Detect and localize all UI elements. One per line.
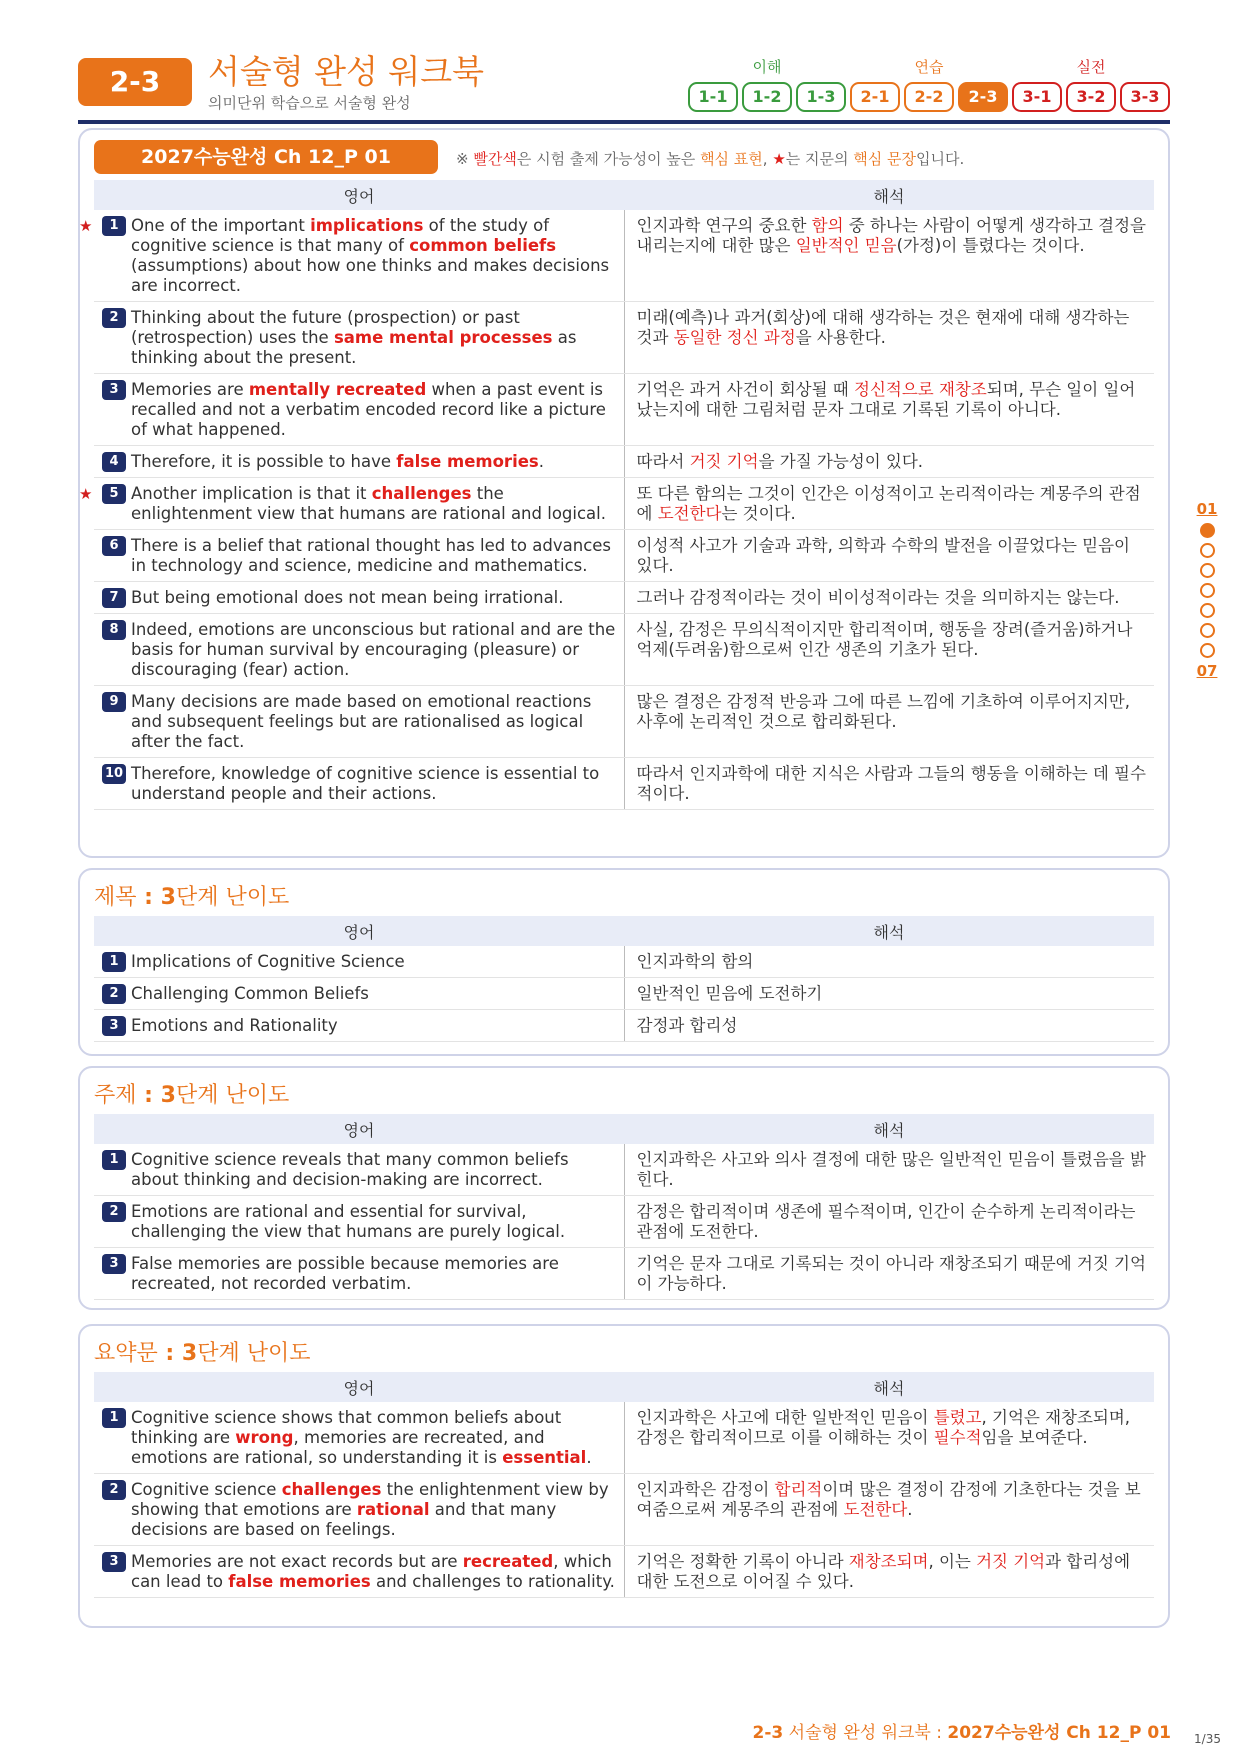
text-segment: 임을 보여준다.: [981, 1428, 1088, 1447]
sentence-row: [94, 758, 1154, 810]
text-segment: when a past event is recalled and not a verbatim encoded record like a picture of what happened.: [131, 380, 606, 439]
text-segment: Many decisions are made based on emotional reactions and subsequent feelings but are rationalised as logical after the fact.: [131, 692, 592, 751]
text-segment: .: [538, 452, 544, 471]
english-cell: [94, 1474, 624, 1546]
text-segment: 과 합리성에 대한 도전으로 이어질 수 있다.: [636, 1552, 1131, 1591]
section-title: 제목 : 3단계 난이도: [94, 885, 290, 910]
key-expression: 합리적: [774, 1480, 823, 1499]
text-segment: Cognitive science shows that common beliefs about thinking are: [131, 1408, 562, 1447]
step-group-understand: [688, 58, 846, 112]
key-expression: 일반적인 믿음: [795, 236, 897, 255]
text-segment: 일반적인 믿음에 도전하기: [636, 984, 823, 1003]
text-segment: False memories are possible because memories are recreated, not recorded verbatim.: [131, 1254, 559, 1293]
step-2-1[interactable]: 2-1: [850, 82, 900, 112]
korean-cell: [624, 1248, 1154, 1300]
text-segment: , which can lead to: [131, 1552, 612, 1591]
korean-cell: [624, 302, 1154, 374]
text-segment: 인지과학은 감정이: [636, 1480, 775, 1499]
sentence-row: [94, 1248, 1154, 1300]
page-dot-icon[interactable]: [1200, 543, 1215, 558]
key-expression: implications: [310, 216, 424, 235]
sentence-number-badge: 1: [102, 1150, 126, 1170]
sentence-number-badge: 2: [102, 984, 126, 1004]
text-segment: 중 하나는 사람이 어떻게 생각하고 결정을 내리는지에 대한 많은: [636, 216, 1146, 255]
sentence-row: [94, 614, 1154, 686]
page-subtitle: 의미단위 학습으로 서술형 완성: [208, 94, 411, 112]
key-expression: 틀렸고: [933, 1408, 982, 1427]
korean-cell: [624, 1474, 1154, 1546]
page-dot-icon[interactable]: [1200, 563, 1215, 578]
col-english-header: 영어: [94, 1114, 624, 1144]
text-segment: 인지과학 연구의 중요한: [636, 216, 812, 235]
page-dot-icon[interactable]: [1200, 603, 1215, 618]
english-cell: [94, 582, 624, 614]
text-segment: .: [907, 1500, 913, 1519]
key-expression: essential: [502, 1448, 587, 1467]
text-segment: 기억은 과거 사건이 회상될 때: [636, 380, 854, 399]
text-segment: and that many decisions are based on feelings.: [131, 1500, 557, 1539]
sentence-row: [94, 1474, 1154, 1546]
text-segment: 을 사용한다.: [795, 328, 886, 347]
english-cell: [79, 210, 624, 302]
sentence-row: [94, 446, 1154, 478]
korean-cell: [624, 1546, 1154, 1598]
sentence-number-badge: 2: [102, 1480, 126, 1500]
key-expression: 재창조되며: [848, 1552, 929, 1571]
lesson-badge: 2-3: [78, 58, 192, 106]
text-segment: Therefore, knowledge of cognitive science is essential to understand people and their actions.: [131, 764, 600, 803]
english-cell: [94, 1546, 624, 1598]
english-cell: [94, 530, 624, 582]
sentence-row: [94, 978, 1154, 1010]
text-segment: Cognitive science reveals that many common beliefs about thinking and decision-making are incorrect.: [131, 1150, 569, 1189]
step-group-actual: [1012, 58, 1170, 112]
chapter-badge: 2027수능완성 Ch 12_P 01: [94, 140, 438, 174]
english-cell: [94, 614, 624, 686]
text-segment: Challenging Common Beliefs: [131, 984, 369, 1003]
key-expression: false memories: [228, 1572, 371, 1591]
sentence-number-badge: 1: [102, 1408, 126, 1428]
step-1-3[interactable]: 1-3: [796, 82, 846, 112]
text-segment: 이성적 사고가 기술과 과학, 의학과 수학의 발전을 이끌었다는 믿음이 있다.: [636, 536, 1130, 575]
text-segment: the enlightenment view by showing that emotions are: [131, 1480, 609, 1519]
english-cell: [79, 478, 624, 530]
sentence-row: [94, 946, 1154, 978]
key-expression: 거짓 기억: [976, 1552, 1046, 1571]
sentence-number-badge: 6: [102, 536, 126, 556]
sentence-table: [79, 180, 1154, 810]
korean-cell: [624, 1144, 1154, 1196]
step-3-2[interactable]: 3-2: [1066, 82, 1116, 112]
text-segment: , 이는: [928, 1552, 977, 1571]
side-nav: [1194, 500, 1220, 700]
sentence-row: [94, 686, 1154, 758]
english-cell: [94, 1010, 624, 1042]
key-expression: mentally recreated: [248, 380, 427, 399]
sentence-row: [94, 1402, 1154, 1474]
sentence-row: [94, 302, 1154, 374]
col-korean-header: 해석: [624, 180, 1154, 210]
step-group-practice: [850, 58, 1008, 112]
key-expression: 도전한다: [657, 504, 722, 523]
text-segment: 인지과학은 사고에 대한 일반적인 믿음이: [636, 1408, 934, 1427]
korean-cell: [624, 614, 1154, 686]
key-expression: wrong: [235, 1428, 294, 1447]
text-segment: 그러나 감정적이라는 것이 비이성적이라는 것을 의미하지는 않는다.: [636, 588, 1120, 607]
korean-cell: [624, 582, 1154, 614]
text-segment: 는 것이다.: [721, 504, 796, 523]
english-cell: [94, 374, 624, 446]
footer: 2-3 서술형 완성 워크북 : 2027수능완성 Ch 12_P 01: [752, 1723, 1171, 1743]
text-segment: Therefore, it is possible to have: [131, 452, 397, 471]
page-header: [78, 52, 1170, 122]
english-cell: [94, 758, 624, 810]
sentence-number-badge: 1: [102, 952, 126, 972]
text-segment: .: [586, 1448, 592, 1467]
key-expression: same mental processes: [333, 328, 553, 347]
text-segment: as thinking about the present.: [131, 328, 577, 367]
text-segment: the enlightenment view that humans are rational and logical.: [131, 484, 606, 523]
text-segment: Emotions and Rationality: [131, 1016, 338, 1035]
text-segment: 감정과 합리성: [636, 1016, 738, 1035]
page-title: 서술형 완성 워크북: [208, 52, 485, 91]
text-segment: Implications of Cognitive Science: [131, 952, 405, 971]
sentence-row: [94, 1010, 1154, 1042]
title-section-box: [78, 868, 1170, 1056]
step-group-label: 이해: [752, 58, 782, 76]
side-nav-last[interactable]: 07: [1196, 662, 1218, 680]
sentence-number-badge: 10: [102, 764, 126, 784]
korean-cell: [624, 1196, 1154, 1248]
text-segment: 또 다른 함의는 그것이 인간은 이성적이고 논리적이라는 계몽주의 관점에: [636, 484, 1141, 523]
key-expression: rational: [356, 1500, 430, 1519]
sentence-number-badge: 8: [102, 620, 126, 640]
key-expression: challenges: [281, 1480, 382, 1499]
text-segment: 미래(예측)나 과거(회상)에 대해 생각하는 것은 현재에 대해 생각하는 것과: [636, 308, 1130, 347]
korean-cell: [624, 1402, 1154, 1474]
step-3-3[interactable]: 3-3: [1120, 82, 1170, 112]
page-number: 1/35: [1194, 1732, 1221, 1746]
text-segment: , 기억은 재창조되며, 감정은 합리적이므로 이를 이해하는 것이: [636, 1408, 1131, 1447]
col-english-header: 영어: [94, 180, 624, 210]
text-segment: 이며 많은 결정이 감정에 기초한다는 것을 보여줌으로써 계몽주의 관점에: [636, 1480, 1141, 1519]
page-dot-icon[interactable]: [1200, 583, 1215, 598]
korean-cell: [624, 686, 1154, 758]
step-group-label: 실전: [1076, 58, 1106, 76]
text-segment: Indeed, emotions are unconscious but rational and are the basis for human survival by encouraging (pleasure) or discouraging (fear) action.: [131, 620, 616, 679]
key-expression: false memories: [396, 452, 539, 471]
text-segment: But being emotional does not mean being irrational.: [131, 588, 564, 607]
sentence-number-badge: 4: [102, 452, 126, 472]
text-segment: 인지과학의 함의: [636, 952, 754, 971]
korean-cell: [624, 946, 1154, 978]
text-segment: (가정)이 틀렸다는 것이다.: [896, 236, 1085, 255]
korean-cell: [624, 1010, 1154, 1042]
text-segment: 되며, 무슨 일이 일어났는지에 대한 그림처럼 문자 그대로 기록된 기록이 아니다.: [636, 380, 1136, 419]
sentence-number-badge: 7: [102, 588, 126, 608]
sentence-row: [94, 374, 1154, 446]
key-expression: 동일한 정신 과정: [673, 328, 796, 347]
key-expression: 도전한다: [843, 1500, 908, 1519]
text-segment: 기억은 문자 그대로 기록되는 것이 아니라 재창조되기 때문에 거짓 기억이 가능하다.: [636, 1254, 1146, 1293]
text-segment: 을 가질 가능성이 있다.: [758, 452, 924, 471]
col-english-header: 영어: [94, 1372, 624, 1402]
text-segment: 따라서: [636, 452, 690, 471]
korean-cell: [624, 530, 1154, 582]
text-segment: One of the important: [131, 216, 311, 235]
col-korean-header: 해석: [624, 1372, 1154, 1402]
korean-cell: [624, 478, 1154, 530]
text-segment: Memories are not exact records but are: [131, 1552, 463, 1571]
text-segment: 감정은 합리적이며 생존에 필수적이며, 인간이 순수하게 논리적이라는 관점에 도전한다.: [636, 1202, 1136, 1241]
text-segment: and challenges to rationality.: [370, 1572, 615, 1591]
step-3-1[interactable]: 3-1: [1012, 82, 1062, 112]
sentence-number-badge: 3: [102, 1254, 126, 1274]
key-expression: common beliefs: [409, 236, 557, 255]
step-1-2[interactable]: 1-2: [742, 82, 792, 112]
sentence-number-badge: 1: [102, 216, 126, 236]
sentence-number-badge: 9: [102, 692, 126, 712]
sentence-number-badge: 5: [102, 484, 126, 504]
page-dot-icon[interactable]: [1200, 643, 1215, 658]
step-2-2[interactable]: 2-2: [904, 82, 954, 112]
sentence-number-badge: 2: [102, 308, 126, 328]
korean-cell: [624, 210, 1154, 302]
korean-cell: [624, 978, 1154, 1010]
side-nav-dots: [1194, 523, 1220, 658]
text-segment: Thinking about the future (prospection) or past (retrospection) uses the: [131, 308, 520, 347]
step-1-1[interactable]: 1-1: [688, 82, 738, 112]
english-cell: [94, 302, 624, 374]
english-cell: [94, 1248, 624, 1300]
english-cell: [94, 1144, 624, 1196]
sentence-row: [94, 478, 1154, 530]
sentence-row: [94, 1546, 1154, 1598]
sentence-row: [94, 210, 1154, 302]
section-title: 주제 : 3단계 난이도: [94, 1083, 290, 1108]
step-2-3-active[interactable]: 2-3: [958, 82, 1008, 112]
col-korean-header: 해석: [624, 1114, 1154, 1144]
text-segment: (assumptions) about how one thinks and makes decisions are incorrect.: [131, 256, 610, 295]
sentence-number-badge: 3: [102, 1016, 126, 1036]
korean-cell: [624, 446, 1154, 478]
summary-table: [94, 1372, 1154, 1598]
summary-section-box: [78, 1324, 1170, 1628]
english-cell: [94, 946, 624, 978]
col-english-header: 영어: [94, 916, 624, 946]
korean-cell: [624, 374, 1154, 446]
text-segment: 사실, 감정은 무의식적이지만 합리적이며, 행동을 장려(즐거움)하거나 억제(두려움)함으로써 인간 생존의 기초가 된다.: [636, 620, 1133, 659]
text-segment: of the study of cognitive science is that many of: [131, 216, 550, 255]
english-cell: [94, 1402, 624, 1474]
key-expression: challenges: [371, 484, 472, 503]
title-table: [94, 916, 1154, 1042]
text-segment: Memories are: [131, 380, 249, 399]
text-segment: 많은 결정은 감정적 반응과 그에 따른 느낌에 기초하여 이루어지지만, 사후에 논리적인 것으로 합리화된다.: [636, 692, 1130, 731]
legend-note: ※ 빨간색은 시험 출제 가능성이 높은 핵심 표현, ★는 지문의 핵심 문장입니다.: [456, 150, 965, 168]
text-segment: 따라서 인지과학에 대한 지식은 사람과 그들의 행동을 이해하는 데 필수적이다.: [636, 764, 1146, 803]
topic-section-box: [78, 1066, 1170, 1310]
key-expression: 정신적으로 재창조: [854, 380, 987, 399]
sentence-row: [94, 582, 1154, 614]
text-segment: There is a belief that rational thought has led to advances in technology and science, medicine and mathematics.: [131, 536, 612, 575]
text-segment: Cognitive science: [131, 1480, 282, 1499]
sentence-row: [94, 1196, 1154, 1248]
key-expression: 함의: [811, 216, 844, 235]
main-sentence-box: [78, 128, 1170, 858]
page-dot-icon[interactable]: [1200, 623, 1215, 638]
sentence-number-badge: 2: [102, 1202, 126, 1222]
topic-table: [94, 1114, 1154, 1300]
sentence-row: [94, 530, 1154, 582]
sentence-number-badge: 3: [102, 380, 126, 400]
side-nav-first[interactable]: 01: [1196, 500, 1218, 518]
key-expression: recreated: [462, 1552, 554, 1571]
english-cell: [94, 978, 624, 1010]
text-segment: 인지과학은 사고와 의사 결정에 대한 많은 일반적인 믿음이 틀렸음을 밝힌다.: [636, 1150, 1146, 1189]
text-segment: Emotions are rational and essential for survival, challenging the view that humans are purely logical.: [131, 1202, 566, 1241]
english-cell: [94, 446, 624, 478]
sentence-row: [94, 1144, 1154, 1196]
english-cell: [94, 1196, 624, 1248]
sentence-number-badge: 3: [102, 1552, 126, 1572]
header-divider: [78, 120, 1170, 124]
korean-cell: [624, 758, 1154, 810]
col-korean-header: 해석: [624, 916, 1154, 946]
key-expression: 필수적: [933, 1428, 982, 1447]
key-sentence-star-icon: ★: [79, 485, 93, 503]
page-dot-icon[interactable]: [1200, 523, 1215, 538]
text-segment: Another implication is that it: [131, 484, 372, 503]
english-cell: [94, 686, 624, 758]
text-segment: , memories are recreated, and emotions are rational, so understanding it is: [131, 1428, 545, 1467]
key-sentence-star-icon: ★: [79, 217, 93, 235]
key-expression: 거짓 기억: [689, 452, 759, 471]
step-group-label: 연습: [914, 58, 944, 76]
section-title: 요약문 : 3단계 난이도: [94, 1341, 311, 1366]
text-segment: 기억은 정확한 기록이 아니라: [636, 1552, 849, 1571]
